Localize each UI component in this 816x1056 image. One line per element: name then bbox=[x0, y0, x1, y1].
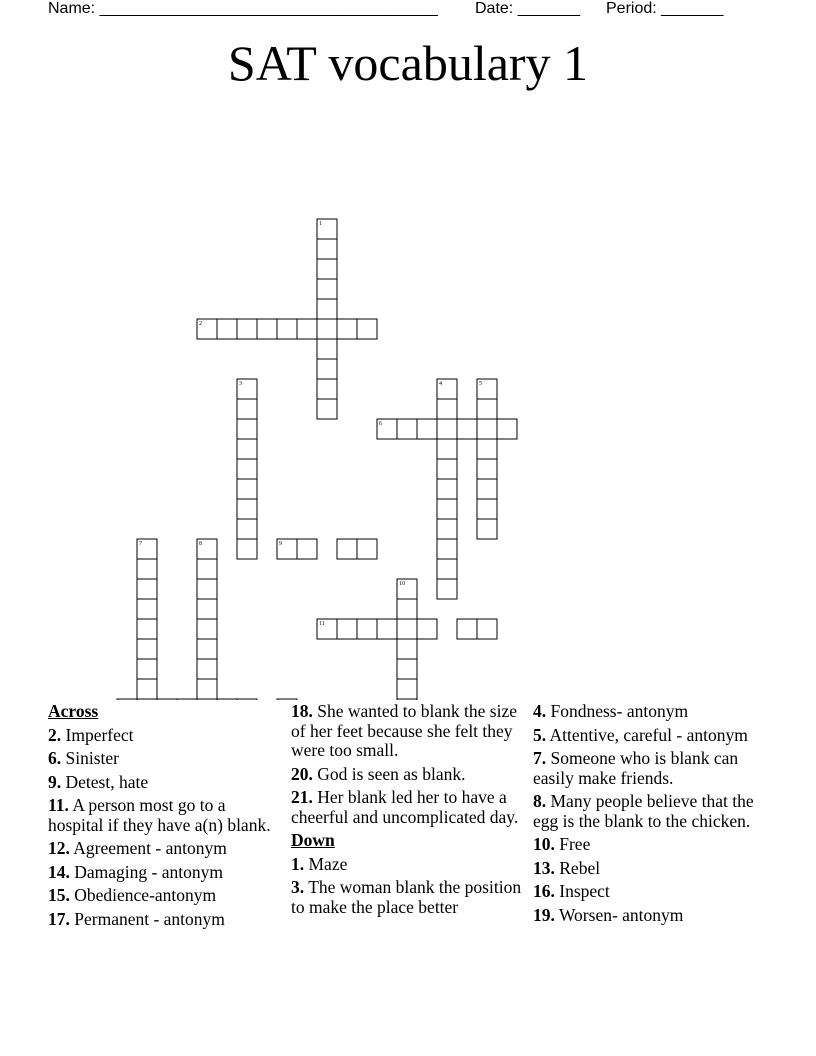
across-clue bbox=[48, 886, 278, 906]
grid-cell bbox=[237, 419, 257, 439]
grid-cell bbox=[197, 639, 217, 659]
clue-number: 20. bbox=[291, 763, 313, 784]
clue-text: Rebel bbox=[559, 857, 601, 878]
grid-cell bbox=[197, 619, 217, 639]
clue-text: Many people believe that the egg is the blank to the chicken. bbox=[533, 791, 754, 831]
grid-cell bbox=[317, 279, 337, 299]
across-clue bbox=[48, 726, 278, 746]
grid-cell bbox=[137, 699, 157, 700]
grid-cell bbox=[237, 479, 257, 499]
date-field-label: Date: _______ bbox=[475, 0, 580, 17]
grid-cell bbox=[137, 619, 157, 639]
grid-cell bbox=[377, 619, 397, 639]
down-clue bbox=[291, 855, 523, 875]
grid-cell bbox=[437, 559, 457, 579]
grid-cell bbox=[477, 479, 497, 499]
across-clue bbox=[48, 773, 278, 793]
grid-cell bbox=[457, 419, 477, 439]
grid-cell bbox=[397, 599, 417, 619]
down-clue bbox=[533, 792, 773, 831]
down-clue bbox=[291, 878, 523, 917]
grid-cell bbox=[337, 619, 357, 639]
clue-number-label: 6 bbox=[379, 421, 382, 427]
grid-cell bbox=[397, 639, 417, 659]
across-clue bbox=[291, 765, 523, 785]
clue-text: Worsen- antonym bbox=[558, 904, 684, 925]
grid-cell bbox=[477, 619, 497, 639]
clue-number-label: 2 bbox=[199, 321, 202, 327]
grid-cell bbox=[317, 339, 337, 359]
clue-number: 11. bbox=[48, 795, 69, 815]
clue-column-1 bbox=[48, 702, 278, 933]
grid-cell bbox=[237, 459, 257, 479]
grid-cell bbox=[417, 619, 437, 639]
grid-cell bbox=[137, 679, 157, 699]
clue-number-label: 5 bbox=[479, 381, 482, 387]
clue-number-label: 11 bbox=[319, 621, 325, 627]
across-clue bbox=[291, 702, 523, 761]
clue-number: 18. bbox=[291, 701, 313, 721]
clue-text: Maze bbox=[308, 853, 348, 874]
grid-cell bbox=[117, 699, 137, 700]
down-clue bbox=[533, 749, 773, 788]
grid-cell bbox=[437, 399, 457, 419]
grid-cell bbox=[357, 619, 377, 639]
clue-column-3 bbox=[533, 702, 773, 929]
grid-cell bbox=[317, 259, 337, 279]
grid-cell bbox=[257, 319, 277, 339]
grid-cell bbox=[197, 599, 217, 619]
clue-number: 5. bbox=[533, 724, 547, 745]
clue-number: 10. bbox=[533, 834, 555, 854]
grid-cell bbox=[197, 659, 217, 679]
across-clue bbox=[48, 910, 278, 930]
clue-number: 21. bbox=[291, 787, 313, 807]
down-clue bbox=[533, 835, 773, 855]
clue-text: Detest, hate bbox=[65, 771, 149, 792]
grid-cell bbox=[317, 239, 337, 259]
grid-cell bbox=[337, 539, 357, 559]
grid-cell bbox=[197, 559, 217, 579]
grid-cell bbox=[317, 359, 337, 379]
grid-cell bbox=[437, 479, 457, 499]
grid-cell bbox=[137, 659, 157, 679]
grid-cell bbox=[437, 519, 457, 539]
grid-cell bbox=[317, 299, 337, 319]
grid-cell bbox=[397, 659, 417, 679]
clue-text: She wanted to blank the size of her feet because she felt they were too small. bbox=[291, 701, 517, 760]
grid-cell bbox=[237, 399, 257, 419]
grid-cell bbox=[237, 539, 257, 559]
grid-cell bbox=[237, 699, 257, 700]
across-heading: Across bbox=[48, 701, 99, 721]
clue-text: Obedience-antonym bbox=[74, 885, 217, 905]
grid-cell bbox=[477, 459, 497, 479]
clue-number: 16. bbox=[533, 881, 555, 901]
across-clue bbox=[48, 796, 278, 835]
clue-number: 14. bbox=[48, 861, 70, 882]
clue-number: 17. bbox=[48, 908, 70, 929]
clue-number: 1. bbox=[291, 853, 305, 874]
clue-text: Fondness- antonym bbox=[550, 701, 689, 721]
grid-cell bbox=[437, 579, 457, 599]
grid-cell bbox=[437, 419, 457, 439]
grid-cell bbox=[477, 399, 497, 419]
grid-cell bbox=[477, 439, 497, 459]
clue-text: God is seen as blank. bbox=[317, 763, 466, 784]
clue-number: 15. bbox=[48, 885, 70, 905]
grid-cell bbox=[397, 679, 417, 699]
grid-cell bbox=[277, 319, 297, 339]
clue-text: A person most go to a hospital if they have a(n) blank. bbox=[48, 795, 271, 835]
clue-text: Her blank led her to have a cheerful and uncomplicated day. bbox=[291, 787, 519, 827]
grid-cell bbox=[277, 699, 297, 700]
grid-cell bbox=[197, 699, 217, 700]
clue-text: The woman blank the position to make the place better bbox=[291, 877, 522, 917]
clue-number-label: 10 bbox=[399, 581, 405, 587]
grid-cell bbox=[317, 399, 337, 419]
down-heading: Down bbox=[291, 830, 335, 850]
grid-cell bbox=[177, 699, 197, 700]
clue-text: Permanent - antonym bbox=[74, 908, 225, 929]
period-field-label: Period: _______ bbox=[606, 0, 724, 17]
clue-text: Someone who is blank can easily make friends. bbox=[533, 748, 739, 788]
grid-cell bbox=[237, 499, 257, 519]
clue-number-label: 7 bbox=[139, 541, 142, 547]
clue-number-label: 1 bbox=[319, 221, 322, 227]
clue-number: 13. bbox=[533, 857, 555, 878]
grid-cell bbox=[237, 319, 257, 339]
grid-cell bbox=[497, 419, 517, 439]
clue-number-label: 4 bbox=[439, 381, 442, 387]
clue-text: Free bbox=[559, 834, 591, 854]
clue-number-label: 9 bbox=[279, 541, 282, 547]
grid-cell bbox=[337, 319, 357, 339]
across-clue bbox=[48, 839, 278, 859]
name-field-label: Name: ______________________________________ bbox=[48, 0, 438, 17]
grid-cell bbox=[197, 579, 217, 599]
clue-text: Imperfect bbox=[65, 724, 134, 745]
page-title: SAT vocabulary 1 bbox=[227, 35, 589, 91]
grid-cell bbox=[237, 519, 257, 539]
clue-number: 4. bbox=[533, 701, 547, 721]
clue-number: 7. bbox=[533, 748, 547, 768]
across-clue bbox=[48, 749, 278, 769]
grid-cell bbox=[317, 379, 337, 399]
across-clue bbox=[48, 863, 278, 883]
grid-cell bbox=[397, 619, 417, 639]
across-clue bbox=[291, 788, 523, 827]
grid-cell bbox=[437, 499, 457, 519]
grid-cell bbox=[297, 539, 317, 559]
grid-cell bbox=[217, 699, 237, 700]
clue-number-label: 8 bbox=[199, 541, 202, 547]
grid-cell bbox=[297, 319, 317, 339]
down-clue bbox=[533, 702, 773, 722]
grid-cell bbox=[437, 459, 457, 479]
clue-number: 6. bbox=[48, 748, 62, 768]
grid-cell bbox=[417, 419, 437, 439]
grid-cell bbox=[437, 439, 457, 459]
grid-cell bbox=[237, 439, 257, 459]
clue-column-2 bbox=[291, 702, 523, 921]
clue-number: 8. bbox=[533, 791, 547, 811]
grid-cell bbox=[437, 539, 457, 559]
grid-cell bbox=[397, 699, 417, 700]
clue-number: 12. bbox=[48, 838, 70, 858]
grid-cell bbox=[357, 319, 377, 339]
clue-number: 2. bbox=[48, 724, 62, 745]
grid-cell bbox=[397, 419, 417, 439]
grid-cell bbox=[457, 619, 477, 639]
grid-cell bbox=[317, 319, 337, 339]
grid-cell bbox=[137, 579, 157, 599]
clue-text: Agreement - antonym bbox=[73, 838, 227, 858]
grid-cell bbox=[477, 419, 497, 439]
clue-number: 19. bbox=[533, 904, 555, 925]
grid-cell bbox=[197, 679, 217, 699]
grid-cell bbox=[137, 559, 157, 579]
clue-number: 9. bbox=[48, 771, 62, 792]
grid-cell bbox=[477, 519, 497, 539]
clue-text: Inspect bbox=[559, 881, 610, 901]
clue-number-label: 3 bbox=[239, 381, 242, 387]
grid-cell bbox=[357, 539, 377, 559]
down-clue bbox=[533, 859, 773, 879]
clue-text: Sinister bbox=[65, 748, 119, 768]
down-clue bbox=[533, 882, 773, 902]
grid-cell bbox=[157, 699, 177, 700]
clue-number: 3. bbox=[291, 877, 305, 897]
clue-text: Attentive, careful - antonym bbox=[549, 724, 748, 745]
down-clue bbox=[533, 906, 773, 926]
grid-cell bbox=[137, 599, 157, 619]
grid-cell bbox=[217, 319, 237, 339]
down-clue bbox=[533, 726, 773, 746]
grid-cell bbox=[477, 499, 497, 519]
grid-cell bbox=[137, 639, 157, 659]
clue-text: Damaging - antonym bbox=[74, 861, 223, 882]
